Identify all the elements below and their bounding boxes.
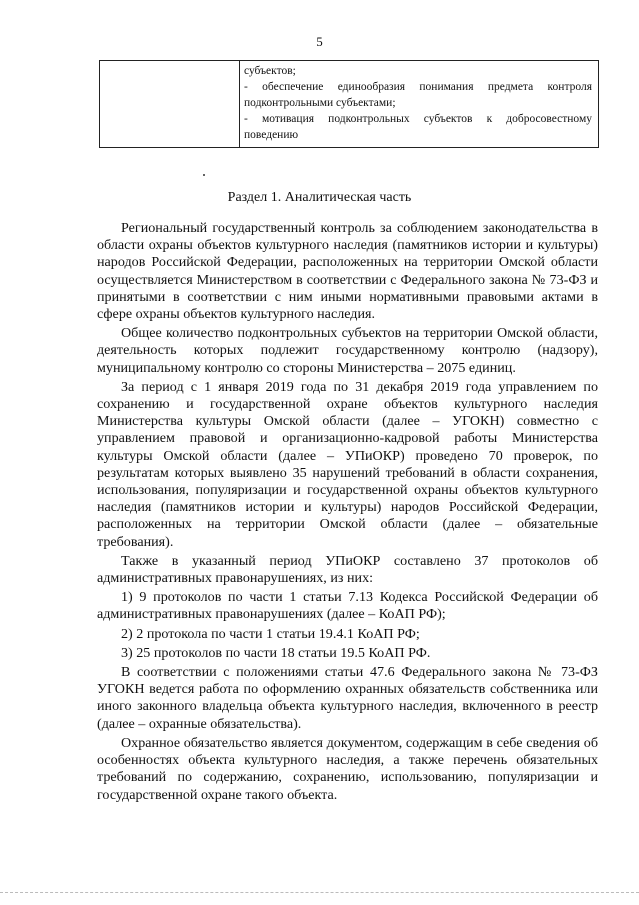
paragraph: За период с 1 января 2019 года по 31 декабря 2019 года управлением по сохранению и государственной охране объектов культурного наследия Министерства культуры Омской области (далее – УГОКН) совместно с управлением правовой и организационно-кадровой работы Министерства культуры Омской области (далее – УПиОКР) проведено 70 проверок, по результатам которых выявлено 35 нарушений требований в области сохранения, использования, популяризации и государственной охраны объектов культурного наследия (памятников истории и культуры) народов Российской Федерации, расположенных на территории Омской области (далее – обязательные требования). bbox=[97, 378, 598, 550]
paragraph: Также в указанный период УПиОКР составлено 37 протоколов об административных правонарушениях, из них: bbox=[97, 552, 598, 587]
page-number: 5 bbox=[316, 34, 323, 49]
continuation-table bbox=[99, 60, 599, 148]
body-text bbox=[97, 220, 598, 804]
paragraph: Общее количество подконтрольных субъектов на территории Омской области, деятельность которых подлежит государственному контролю (надзору), муниципальному контролю со стороны Министерства – 2075 единиц. bbox=[97, 325, 598, 376]
table-item: - мотивация подконтрольных субъектов к добросовестному поведению bbox=[244, 113, 592, 141]
stray-mark bbox=[203, 174, 205, 176]
section-title: Раздел 1. Аналитическая часть bbox=[227, 190, 412, 205]
paragraph: В соответствии с положениями статьи 47.6 Федерального закона № 73-ФЗ УГОКН ведется работа по оформлению охранных обязательств собственника или иного законного владельца объекта культурного наследия, включенного в реестр (далее – охранные обязательства). bbox=[97, 664, 598, 732]
table-cell-content bbox=[240, 61, 599, 148]
table-item: субъектов; bbox=[244, 65, 296, 77]
list-item: 1) 9 протоколов по части 1 статьи 7.13 Кодекса Российской Федерации об административных правонарушениях (далее – КоАП РФ); bbox=[97, 589, 598, 623]
paragraph: Охранное обязательство является документом, содержащим в себе сведения об особенностях объекта культурного наследия, а также перечень обязательных требований по содержанию, сохранению, использованию, популяризации и государственной охране такого объекта. bbox=[97, 734, 598, 803]
table-item: - обеспечение единообразия понимания предмета контроля подконтрольными субъектами; bbox=[244, 81, 592, 109]
list-item: 2) 2 протокола по части 1 статьи 19.4.1 КоАП РФ; bbox=[121, 625, 420, 642]
page-bottom-divider bbox=[0, 892, 639, 893]
table-row bbox=[100, 61, 599, 148]
table-cell-empty bbox=[100, 61, 240, 148]
list-item: 3) 25 протоколов по части 18 статьи 19.5 КоАП РФ. bbox=[121, 644, 431, 661]
paragraph: Региональный государственный контроль за соблюдением законодательства в области охраны объектов культурного наследия (памятников истории и культуры) народов Российской Федерации, расположенных на территории Омской области осуществляется Министерством в соответствии с Федерального закона № 73-ФЗ и принятыми в соответствии с ним иными нормативными правовыми актами в сфере охраны объектов культурного наследия. bbox=[97, 220, 598, 323]
